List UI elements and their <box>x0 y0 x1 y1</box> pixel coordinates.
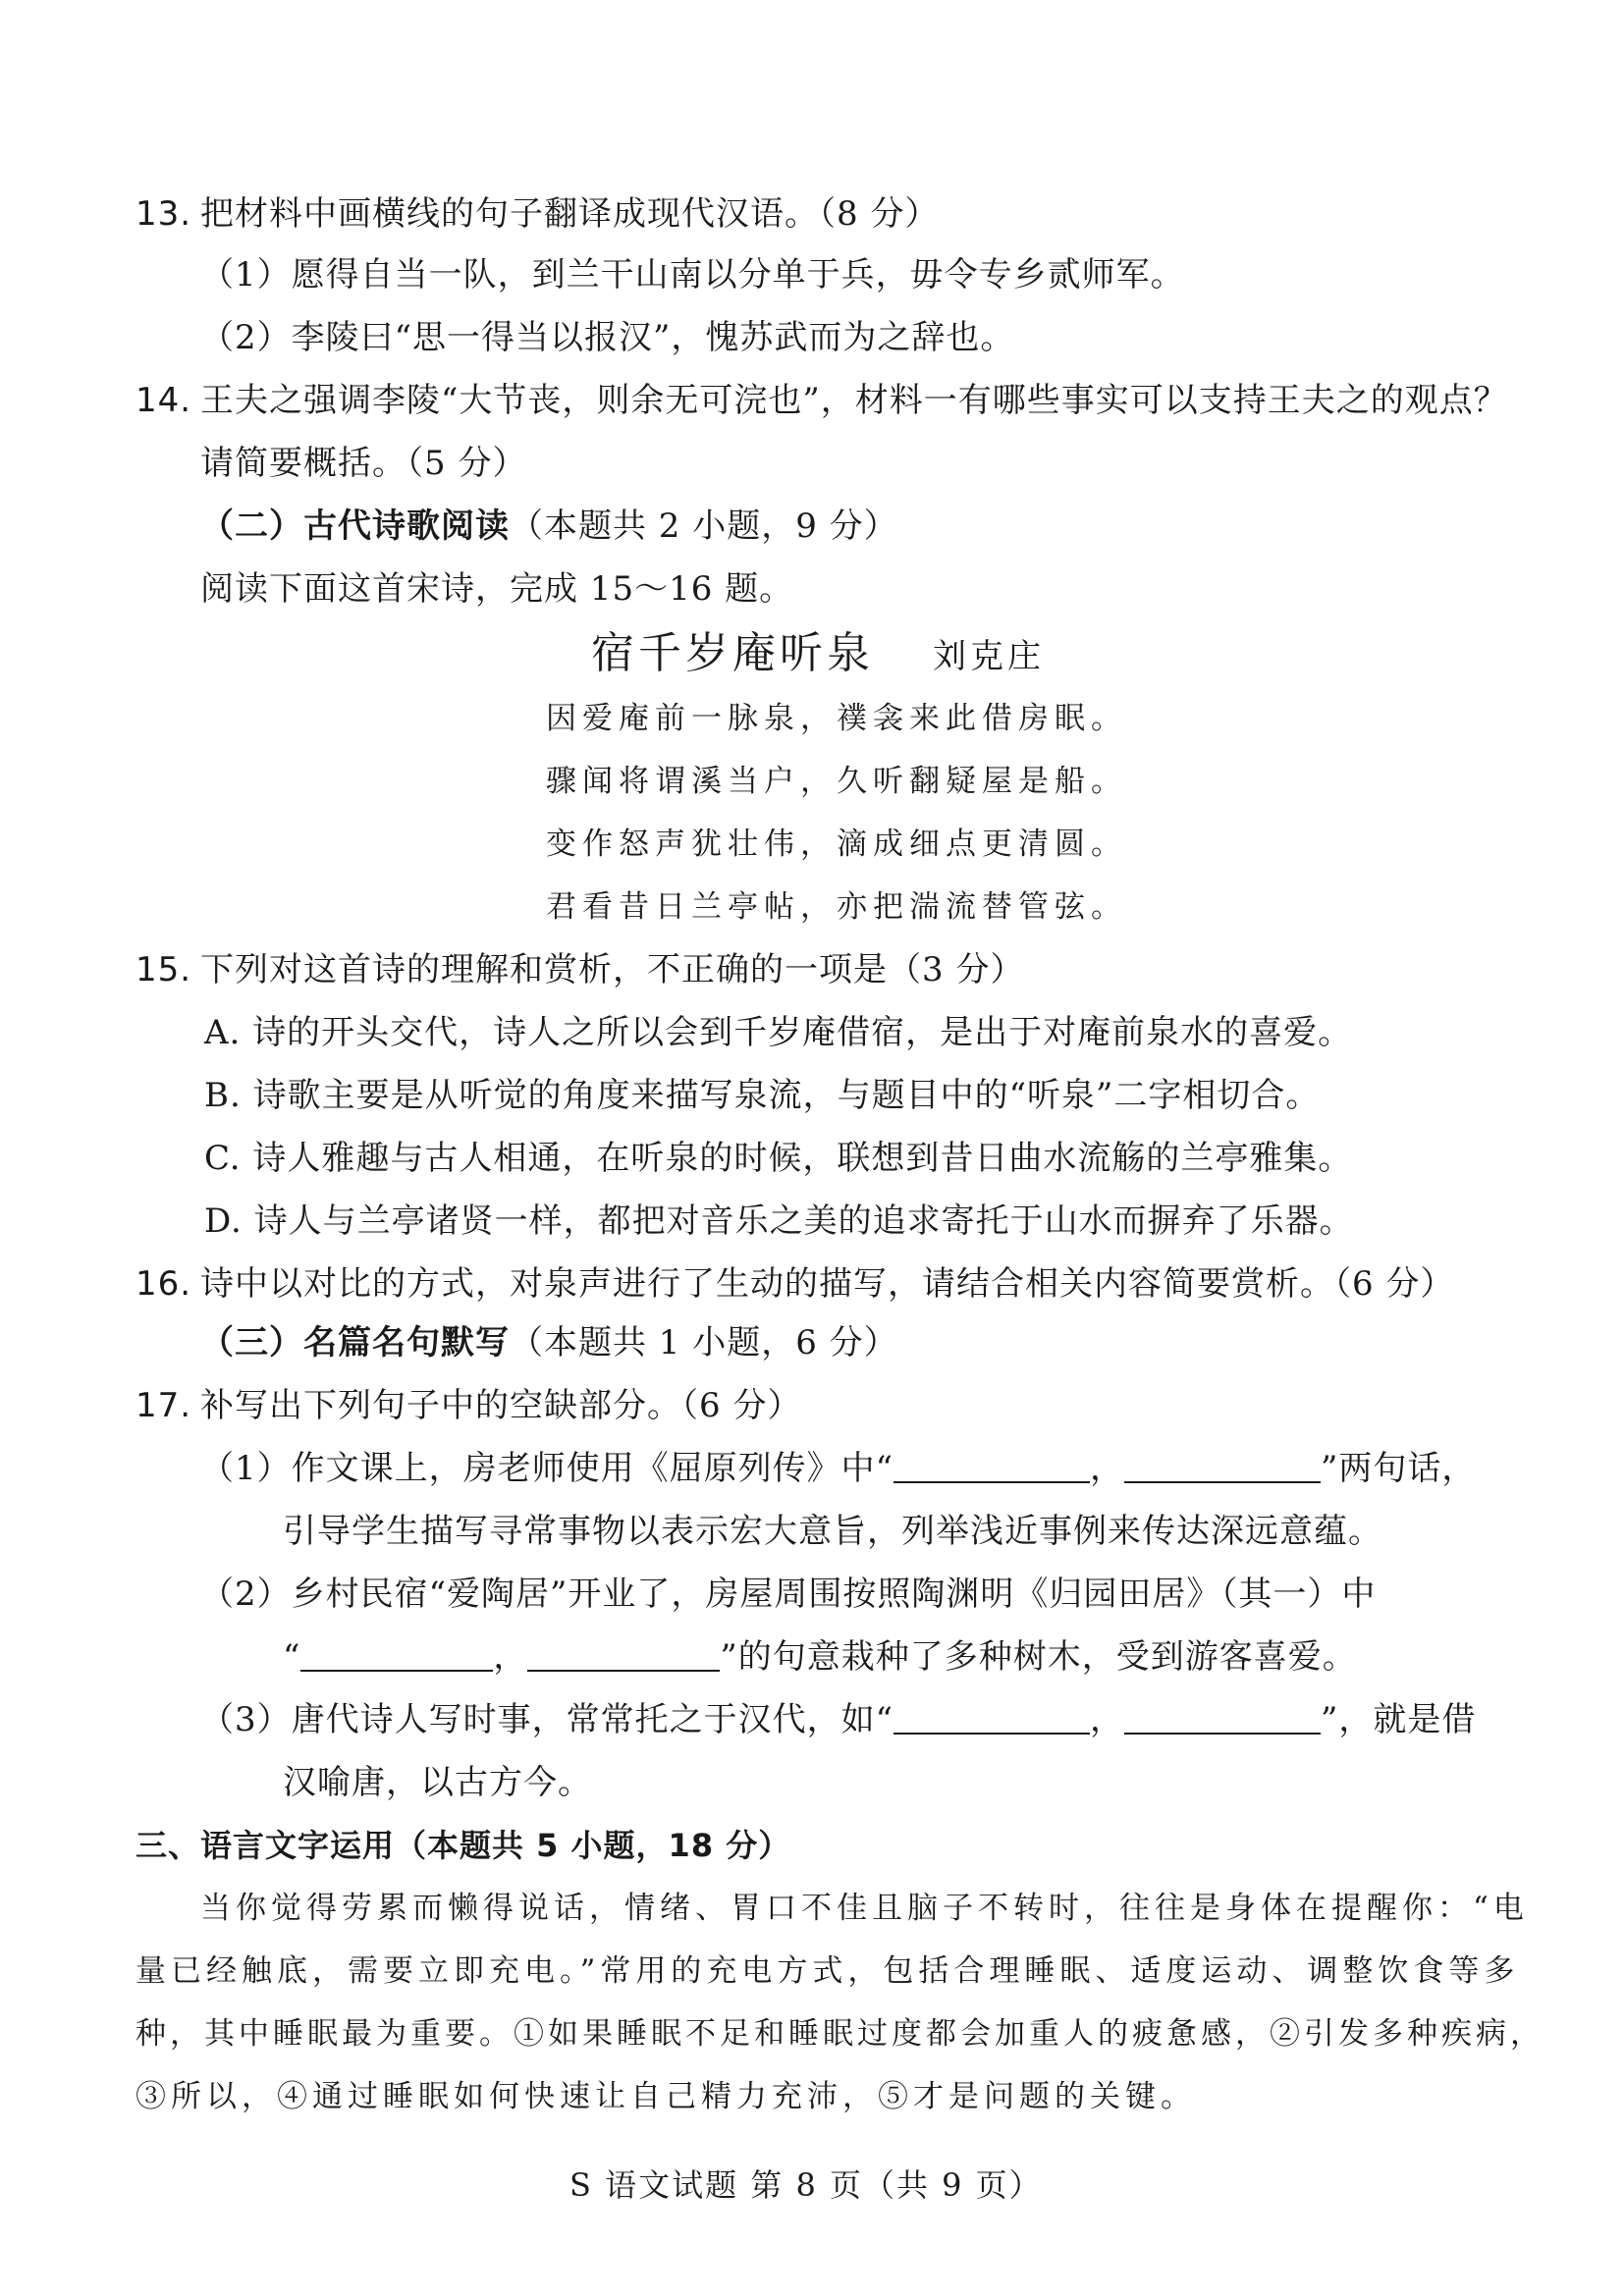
q17-sub3-cont: 汉喻唐，以古方今。 <box>283 1763 592 1802</box>
q17-sub1 <box>200 1447 1476 1490</box>
poem-author: 刘克庄 <box>933 637 1045 676</box>
q16-stem <box>135 1262 1454 1306</box>
q17-sub1-text: ”两句话， <box>1321 1449 1477 1488</box>
q17-sub1-sep: ， <box>1090 1449 1125 1488</box>
q17-stem-text: 补写出下列句子中的空缺部分。（6 分） <box>200 1386 802 1425</box>
q15-option-a: A. 诗的开头交代，诗人之所以会到千岁庵借宿，是出于对庵前泉水的喜爱。 <box>204 1013 1353 1052</box>
section3-heading <box>200 1321 898 1364</box>
q15-stem <box>135 948 1024 991</box>
q17-sub2-cont <box>283 1635 1357 1679</box>
q15-number: 15. <box>135 950 192 989</box>
q17-number: 17. <box>135 1386 192 1425</box>
q13-stem <box>135 192 939 236</box>
q17-sub2-text: ”的句意栽种了多种树木，受到游客喜爱。 <box>720 1637 1357 1677</box>
part3-paragraph: 种，其中睡眠最为重要。①如果睡眠不足和睡眠过度都会加重人的疲惫感，②引发多种疾病， <box>135 2016 1544 2052</box>
q15-stem-text: 下列对这首诗的理解和赏析，不正确的一项是（3 分） <box>200 950 1025 989</box>
q17-sub2-sep: ， <box>493 1637 528 1677</box>
q13-number: 13. <box>135 194 192 234</box>
poem-heading <box>591 626 1045 684</box>
part3-heading: 三、语言文字运用（本题共 5 小题，18 分） <box>135 1827 791 1864</box>
poem-title: 宿千岁庵听泉 <box>591 628 874 678</box>
q13-sub1: （1）愿得自当一队，到兰干山南以分单于兵，毋令专乡贰师军。 <box>200 255 1185 294</box>
q15-option-d: D. 诗人与兰亭诸贤一样，都把对音乐之美的追求寄托于山水而摒弃了乐器。 <box>204 1201 1354 1241</box>
poem-line: 因爱庵前一脉泉，襆衾来此借房眠。 <box>546 701 1127 736</box>
q17-stem <box>135 1384 801 1427</box>
q16-number: 16. <box>135 1264 192 1304</box>
q16-stem-text: 诗中以对比的方式，对泉声进行了生动的描写，请结合相关内容简要赏析。（6 分） <box>200 1264 1455 1304</box>
q17-sub3-sep: ， <box>1090 1700 1125 1739</box>
q14-line1: 王夫之强调李陵“大节丧，则余无可浣也”，材料一有哪些事实可以支持王夫之的观点？ <box>200 381 1508 420</box>
q17-sub3 <box>200 1698 1476 1741</box>
q17-sub1-text: （1）作文课上，房老师使用《屈原列传》中“ <box>200 1449 894 1488</box>
section3-heading-bold: （三）名篇名句默写 <box>200 1323 510 1362</box>
q14-stem <box>135 379 1508 422</box>
page-footer: S 语文试题 第 8 页（共 9 页） <box>569 2166 1043 2204</box>
part3-paragraph: 当你觉得劳累而懒得说话，情绪、胃口不佳且脑子不转时，往往是身体在提醒你：“电 <box>200 1891 1529 1926</box>
q17-sub3-text: ”，就是借 <box>1321 1700 1477 1739</box>
answer-blank[interactable] <box>300 1636 493 1672</box>
poem-line: 变作怒声犹壮伟，滴成细点更清圆。 <box>546 827 1127 862</box>
q14-line2: 请简要概括。（5 分） <box>200 444 527 483</box>
q17-sub2-text: “ <box>283 1637 301 1677</box>
answer-blank[interactable] <box>1124 1448 1321 1483</box>
section2-heading <box>200 505 898 548</box>
answer-blank[interactable] <box>527 1636 720 1672</box>
part3-paragraph: 量已经触底，需要立即充电。”常用的充电方式，包括合理睡眠、适度运动、调整饮食等多 <box>135 1953 1520 1989</box>
q13-sub2: （2）李陵曰“思一得当以报汉”，愧苏武而为之辞也。 <box>200 318 1015 357</box>
q15-option-b: B. 诗歌主要是从听觉的角度来描写泉流，与题目中的“听泉”二字相切合。 <box>204 1076 1321 1115</box>
q17-sub2: （2）乡村民宿“爱陶居”开业了，房屋周围按照陶渊明《归园田居》（其一）中 <box>200 1575 1377 1614</box>
section2-instruction: 阅读下面这首宋诗，完成 15～16 题。 <box>200 569 794 609</box>
q15-option-c: C. 诗人雅趣与古人相通，在听泉的时候，联想到昔日曲水流觞的兰亭雅集。 <box>204 1139 1353 1178</box>
poem-line: 骤闻将谓溪当户，久听翻疑屋是船。 <box>546 764 1127 799</box>
part3-paragraph: ③所以，④通过睡眠如何快速让自己精力充沛，⑤才是问题的关键。 <box>135 2079 1196 2114</box>
answer-blank[interactable] <box>893 1448 1090 1483</box>
poem-line: 君看昔日兰亭帖，亦把湍流替管弦。 <box>546 889 1127 925</box>
answer-blank[interactable] <box>1124 1699 1321 1735</box>
q17-sub1-cont: 引导学生描写寻常事物以表示宏大意旨，列举浅近事例来传达深远意蕴。 <box>283 1512 1382 1551</box>
section2-heading-bold: （二）古代诗歌阅读 <box>200 507 510 546</box>
q13-stem-text: 把材料中画横线的句子翻译成现代汉语。（8 分） <box>200 194 940 234</box>
section3-heading-rest: （本题共 1 小题，6 分） <box>510 1323 898 1362</box>
q17-sub3-text: （3）唐代诗人写时事，常常托之于汉代，如“ <box>200 1700 894 1739</box>
section2-heading-rest: （本题共 2 小题，9 分） <box>510 507 898 546</box>
answer-blank[interactable] <box>893 1699 1090 1735</box>
q14-number: 14. <box>135 381 192 420</box>
